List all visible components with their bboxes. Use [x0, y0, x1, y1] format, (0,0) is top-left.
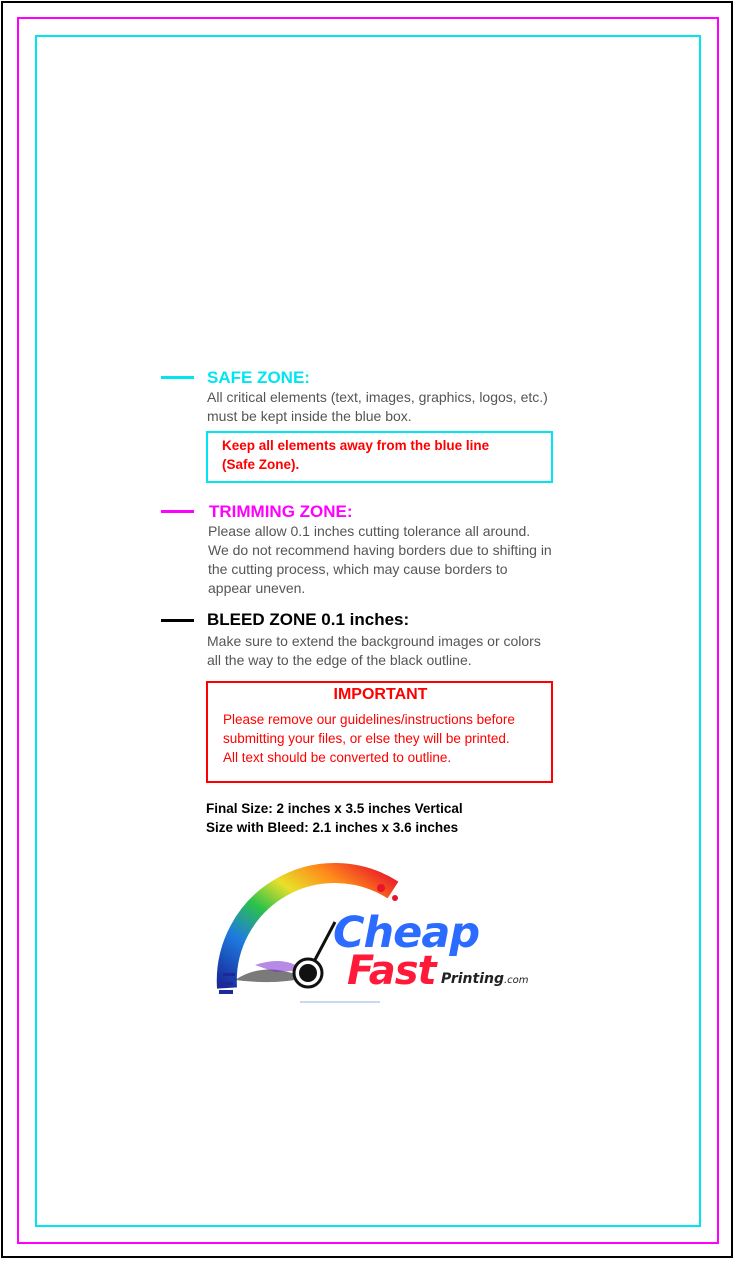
trimming-zone-legend-line — [161, 510, 194, 513]
trimming-zone-title: TRIMMING ZONE: — [209, 502, 353, 521]
safe-warning-line-2: (Safe Zone). — [222, 457, 300, 472]
important-line-1: Please remove our guidelines/instructions before — [223, 712, 515, 727]
cheap-fast-printing-logo — [205, 860, 535, 1010]
bleed-size: Size with Bleed: 2.1 inches x 3.6 inches — [206, 820, 459, 835]
bleed-zone-title: BLEED ZONE 0.1 inches: — [207, 610, 410, 629]
safe-zone-title: SAFE ZONE: — [207, 368, 310, 387]
size-info — [206, 799, 463, 837]
bleed-zone-line-2: all the way to the edge of the black outline. — [207, 652, 472, 668]
safe-warning-line-1: Keep all elements away from the blue line — [222, 438, 490, 453]
safe-outline — [35, 35, 701, 1227]
important-line-2: submitting your files, or else they will be printed. — [223, 731, 510, 746]
trimming-zone-line-2: We do not recommend having borders due to shifting in — [208, 542, 552, 558]
important-text — [223, 710, 543, 767]
logo-word-fast: Fast — [347, 948, 436, 994]
safe-zone-description — [207, 388, 587, 426]
important-line-3: All text should be converted to outline. — [223, 750, 452, 765]
logo-printing-text: Printing — [441, 971, 504, 987]
trimming-zone-line-4: appear uneven. — [208, 580, 306, 596]
final-size: Final Size: 2 inches x 3.5 inches Vertical — [206, 801, 463, 816]
bleed-zone-description — [207, 632, 587, 670]
bleed-zone-legend-line — [161, 619, 194, 622]
important-title: IMPORTANT — [333, 686, 428, 703]
trimming-zone-line-3: the cutting process, which may cause borders to — [208, 561, 508, 577]
bleed-zone-line-1: Make sure to extend the background images or colors — [207, 633, 541, 649]
logo-com-text: .com — [503, 975, 529, 986]
logo-word-printing — [441, 971, 529, 987]
trimming-zone-line-1: Please allow 0.1 inches cutting tolerance all around. — [208, 523, 531, 539]
trimming-zone-description — [208, 522, 598, 598]
logo-word-cheap: Cheap — [333, 908, 480, 958]
safe-zone-legend-line — [161, 376, 194, 379]
safe-zone-line-1: All critical elements (text, images, graphics, logos, etc.) — [207, 389, 548, 405]
safe-zone-line-2: must be kept inside the blue box. — [207, 408, 412, 424]
safe-zone-warning-box — [206, 431, 553, 483]
important-notice-box — [206, 681, 553, 783]
